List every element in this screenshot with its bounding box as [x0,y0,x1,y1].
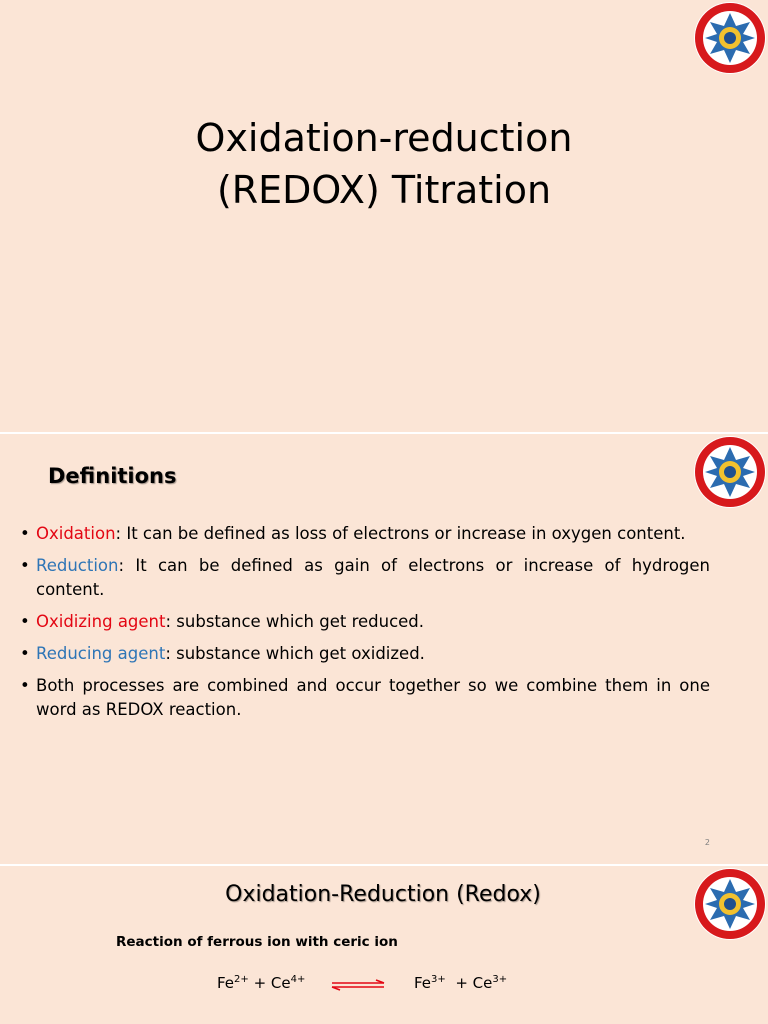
page-number: 2 [704,838,710,847]
list-item: • Reduction: It can be defined as gain of electrons or increase of hydrogen content. [20,556,710,599]
plus-sign: + [445,974,473,992]
term: Oxidizing agent [36,612,166,631]
university-seal-icon [692,0,768,76]
equation-products [414,974,507,992]
term: Oxidation [36,524,116,543]
charge: 3+ [431,974,446,985]
equation-reactants [217,974,305,992]
definition-text: : substance which get reduced. [165,612,425,631]
list-item: • Reducing agent: substance which get oxidized. [20,644,425,663]
redox-slide [0,866,768,1024]
title-line-1: Oxidation-reduction [195,116,573,160]
equilibrium-arrow-icon [330,979,386,991]
list-item: • Both processes are combined and occur together so we combine them in one word as REDOX reaction. [20,676,710,719]
university-seal-icon [692,434,768,510]
title-slide [0,0,768,432]
species-ce: Ce [472,974,493,992]
charge: 3+ [492,974,508,985]
plus-sign: + [248,974,271,992]
list-item: • Oxidation: It can be defined as loss of electrons or increase in oxygen content. [20,524,686,543]
species-fe: Fe [414,974,432,992]
definitions-heading: Definitions [48,464,177,488]
definitions-slide [0,434,768,864]
charge: 2+ [234,974,249,985]
charge: 4+ [290,974,306,985]
term: Reducing agent [36,644,166,663]
definition-text: Both processes are combined and occur together so we combine them in one word as REDOX reaction. [36,676,710,719]
definition-text: : It can be defined as gain of electrons or increase of hydrogen content. [36,556,710,599]
definition-text: : It can be defined as loss of electrons or increase in oxygen content. [115,524,686,543]
species-fe: Fe [217,974,235,992]
reaction-subheading: Reaction of ferrous ion with ceric ion [116,934,398,950]
definitions-list [18,522,710,730]
title-line-2: (REDOX) Titration [216,168,552,212]
species-ce: Ce [270,974,291,992]
definition-text: : substance which get oxidized. [165,644,425,663]
slide-heading: Oxidation-Reduction (Redox) [225,882,541,907]
term: Reduction [36,556,119,575]
list-item: • Oxidizing agent: substance which get reduced. [20,612,425,631]
slide-title [0,112,768,216]
